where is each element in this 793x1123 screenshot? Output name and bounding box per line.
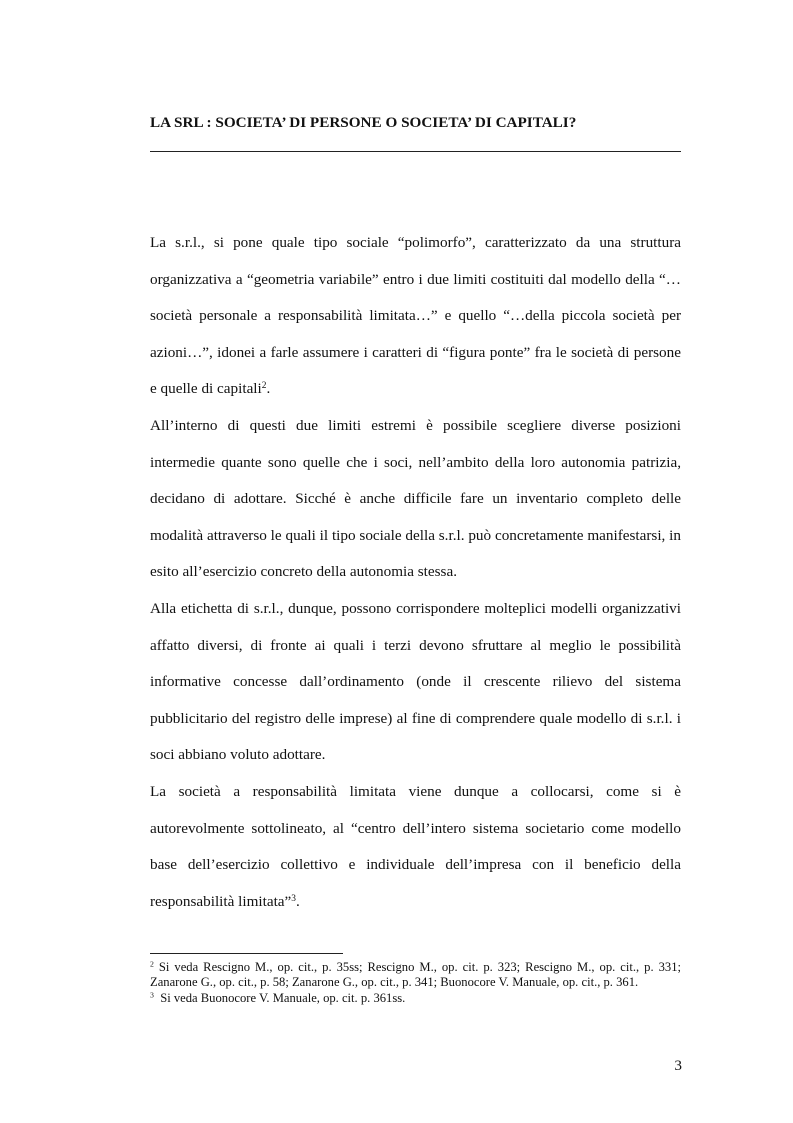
footnote-ref-3: 3: [291, 893, 296, 904]
footnote-3: [150, 991, 681, 1006]
paragraph-4: [150, 774, 681, 920]
title-divider: [150, 151, 681, 152]
paragraph-2: All’interno di questi due limiti estremi è possibile scegliere diverse posizioni intermedie quante sono quelle che i soci, nell’ambito della loro autonomia patrizia, decidano di adottare. Sicché è anche difficile fare un inventario completo delle modalità attraverso le quali il tipo sociale della s.r.l. può concretamente manifestarsi, in esito all’esercizio concreto della autonomia stessa.: [150, 416, 681, 581]
footnote-3-text: Si veda Buonocore V. Manuale, op. cit. p. 361ss.: [153, 990, 406, 1005]
page-number: 3: [674, 1057, 682, 1074]
footnote-number-2: 2: [150, 959, 154, 969]
body-text: [150, 225, 681, 920]
paragraph-1: [150, 225, 681, 408]
paragraph-4-tail: .: [296, 892, 300, 910]
paragraph-4-text: La società a responsabilità limitata viene dunque a collocarsi, come si è autorevolmente sottolineato, al “centro dell’intero sistema societario come modello base dell’esercizio collettivo e individuale dell’impresa con il beneficio della responsabilità limitata”: [150, 782, 681, 910]
footnote-2-text: Si veda Rescigno M., op. cit., p. 35ss; Rescigno M., op. cit. p. 323; Rescigno M., op. cit., p. 331; Zanarone G., op. cit., p. 58; Zanarone G., op. cit., p. 341; Buonocore V. Manuale, op. cit., p. 361.: [150, 960, 681, 990]
paragraph-3: Alla etichetta di s.r.l., dunque, possono corrispondere molteplici modelli organizzativi affatto diversi, di fronte ai quali i terzi devono sfruttare al meglio le possibilità informative concesse dall’ordinamento (onde il crescente rilievo del sistema pubblicitario del registro delle imprese) al fine di comprendere quale modello di s.r.l. i soci abbiano voluto adottare.: [150, 599, 681, 764]
footnote-divider: [150, 953, 343, 954]
footnote-ref-2: 2: [261, 381, 267, 392]
footnote-2: [150, 960, 681, 991]
footnotes: [150, 960, 681, 1006]
footnote-number-3: 3: [150, 990, 154, 1000]
page-title: LA SRL : SOCIETA’ DI PERSONE O SOCIETA’ DI CAPITALI?: [150, 114, 577, 131]
paragraph-1-tail: .: [266, 380, 271, 398]
paragraph-1-text: La s.r.l., si pone quale tipo sociale “polimorfo”, caratterizzato da una struttura organizzativa a “geometria variabile” entro i due limiti costituiti dal modello della “…società personale a responsabilità limitata…” e quello “…della piccola società per azioni…”, idonei a farle assumere i caratteri di “figura ponte” fra le società di persone e quelle di capitali: [150, 234, 681, 398]
